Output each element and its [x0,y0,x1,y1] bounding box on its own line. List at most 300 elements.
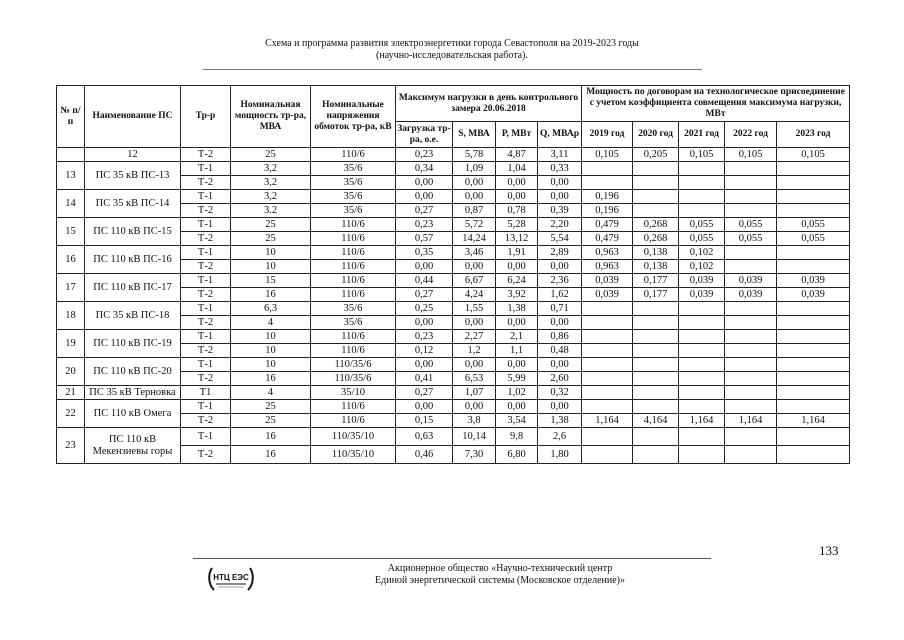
table-row [57,386,850,400]
col-header-rated-power: Номинальная мощность тр-ра, МВА [231,86,311,148]
cell-contract-2022 [725,400,777,414]
cell-contract-2021 [679,400,725,414]
cell-contract-2019: 0,479 [582,232,633,246]
cell-contract-2020 [633,204,679,218]
cell-q: 0,33 [538,162,582,176]
cell-contract-2022 [725,204,777,218]
cell-contract-2023 [777,446,850,464]
cell-contract-2021 [679,358,725,372]
cell-substation-name: ПС 110 кВ ПС-16 [85,246,181,274]
cell-contract-2021 [679,190,725,204]
cell-voltage: 110/6 [311,232,396,246]
cell-voltage: 110/6 [311,288,396,302]
cell-contract-2019 [582,386,633,400]
cell-s: 0,00 [453,260,496,274]
document-header [0,38,904,62]
cell-q: 5,54 [538,232,582,246]
cell-contract-2019: 0,479 [582,218,633,232]
cell-transformer: Т-2 [181,176,231,190]
cell-transformer: Т-2 [181,414,231,428]
cell-contract-2020 [633,344,679,358]
cell-contract-2022 [725,316,777,330]
cell-voltage: 110/6 [311,274,396,288]
col-header-num: № п/п [57,86,85,148]
cell-load: 0,63 [396,428,453,446]
cell-contract-2021 [679,204,725,218]
cell-contract-2023 [777,344,850,358]
cell-contract-2021 [679,428,725,446]
cell-contract-2019: 0,196 [582,190,633,204]
col-header-2022: 2022 год [725,122,777,148]
cell-load: 0,00 [396,400,453,414]
cell-contract-2020: 0,268 [633,232,679,246]
cell-load: 0,25 [396,302,453,316]
cell-contract-2023 [777,260,850,274]
table-row [57,246,850,260]
cell-rated-power: 10 [231,260,311,274]
cell-q: 2,36 [538,274,582,288]
table-row [57,400,850,414]
cell-rated-power: 6,3 [231,302,311,316]
cell-num: 20 [57,358,85,386]
cell-p: 4,87 [496,148,538,162]
cell-voltage: 110/6 [311,260,396,274]
cell-contract-2023 [777,400,850,414]
cell-load: 0,41 [396,372,453,386]
cell-p: 0,00 [496,190,538,204]
cell-rated-power: 16 [231,372,311,386]
cell-transformer: Т-1 [181,218,231,232]
cell-contract-2021: 1,164 [679,414,725,428]
cell-substation-name: ПС 110 кВ Омега [85,400,181,428]
cell-substation-name: ПС 35 кВ ПС-13 [85,162,181,190]
cell-contract-2019 [582,446,633,464]
cell-contract-2019: 0,963 [582,260,633,274]
cell-contract-2022 [725,190,777,204]
cell-transformer: Т-2 [181,148,231,162]
cell-rated-power: 25 [231,232,311,246]
cell-s: 7,30 [453,446,496,464]
cell-contract-2020 [633,428,679,446]
cell-rated-power: 3,2 [231,176,311,190]
col-header-transformer: Тр-р [181,86,231,148]
cell-transformer: Т-1 [181,358,231,372]
cell-contract-2021 [679,302,725,316]
cell-contract-2021: 0,039 [679,274,725,288]
cell-transformer: Т-2 [181,232,231,246]
cell-contract-2021 [679,316,725,330]
cell-contract-2023 [777,176,850,190]
cell-contract-2022: 0,055 [725,232,777,246]
cell-s: 4,24 [453,288,496,302]
cell-transformer: Т-2 [181,204,231,218]
cell-load: 0,00 [396,190,453,204]
cell-load: 0,44 [396,274,453,288]
cell-p: 0,00 [496,400,538,414]
cell-voltage: 110/6 [311,414,396,428]
footer-rule [193,558,711,559]
cell-p: 0,00 [496,176,538,190]
cell-s: 3,46 [453,246,496,260]
cell-transformer: Т-2 [181,446,231,464]
cell-load: 0,00 [396,176,453,190]
cell-voltage: 35/6 [311,190,396,204]
cell-s: 0,00 [453,358,496,372]
cell-contract-2020: 0,138 [633,246,679,260]
cell-p: 0,00 [496,316,538,330]
cell-s: 1,09 [453,162,496,176]
cell-contract-2019: 1,164 [582,414,633,428]
cell-transformer: Т-1 [181,274,231,288]
cell-contract-2021: 0,105 [679,148,725,162]
cell-s: 10,14 [453,428,496,446]
cell-s: 1,07 [453,386,496,400]
cell-contract-2022 [725,260,777,274]
cell-q: 2,89 [538,246,582,260]
col-header-2023: 2023 год [777,122,850,148]
cell-contract-2022 [725,358,777,372]
cell-contract-2023 [777,330,850,344]
cell-q: 0,00 [538,358,582,372]
cell-voltage: 35/6 [311,302,396,316]
cell-load: 0,34 [396,162,453,176]
cell-contract-2020 [633,176,679,190]
cell-load: 0,35 [396,246,453,260]
cell-load: 0,00 [396,358,453,372]
cell-rated-power: 10 [231,330,311,344]
cell-transformer: Т-1 [181,246,231,260]
cell-p: 1,91 [496,246,538,260]
cell-q: 0,32 [538,386,582,400]
footer-line-2: Единой энергетической системы (Московское отделение)» [375,575,625,586]
cell-contract-2023: 0,039 [777,288,850,302]
cell-num: 16 [57,246,85,274]
cell-contract-2020 [633,358,679,372]
cell-q: 2,20 [538,218,582,232]
cell-contract-2020 [633,330,679,344]
cell-substation-name: ПС 110 кВ Мекензиевы горы [85,428,181,464]
cell-contract-2023 [777,386,850,400]
cell-contract-2021 [679,446,725,464]
header-line-1: Схема и программа развития электроэнергетики города Севастополя на 2019-2023 годы [265,38,639,49]
cell-q: 2,60 [538,372,582,386]
col-header-q: Q, МВАр [538,122,582,148]
cell-contract-2022: 0,039 [725,288,777,302]
cell-contract-2020 [633,190,679,204]
header-rule [203,69,702,70]
cell-contract-2021 [679,372,725,386]
cell-contract-2019: 0,039 [582,288,633,302]
cell-contract-2023: 0,105 [777,148,850,162]
cell-s: 0,00 [453,190,496,204]
cell-contract-2020: 4,164 [633,414,679,428]
col-header-rated-voltage: Номинальные напряжения обмоток тр-ра, кВ [311,86,396,148]
cell-num [57,148,85,162]
cell-contract-2023 [777,428,850,446]
cell-transformer: Т-2 [181,372,231,386]
cell-contract-2022 [725,246,777,260]
cell-contract-2021 [679,344,725,358]
cell-p: 2,1 [496,330,538,344]
cell-num: 14 [57,190,85,218]
cell-voltage: 110/35/10 [311,446,396,464]
cell-contract-2020 [633,302,679,316]
cell-contract-2020: 0,138 [633,260,679,274]
cell-q: 2,6 [538,428,582,446]
cell-s: 5,78 [453,148,496,162]
col-header-2019: 2019 год [582,122,633,148]
table-row [57,302,850,316]
cell-contract-2019: 0,963 [582,246,633,260]
col-header-2020: 2020 год [633,122,679,148]
table-row [57,274,850,288]
cell-rated-power: 16 [231,288,311,302]
col-header-2021: 2021 год [679,122,725,148]
cell-contract-2023: 1,164 [777,414,850,428]
cell-load: 0,27 [396,386,453,400]
cell-contract-2020: 0,205 [633,148,679,162]
cell-contract-2020 [633,372,679,386]
cell-num: 15 [57,218,85,246]
cell-s: 6,67 [453,274,496,288]
cell-voltage: 110/35/6 [311,358,396,372]
cell-q: 0,00 [538,190,582,204]
cell-rated-power: 3,2 [231,190,311,204]
cell-contract-2021: 0,055 [679,218,725,232]
cell-s: 6,53 [453,372,496,386]
cell-contract-2023 [777,358,850,372]
cell-rated-power: 25 [231,414,311,428]
cell-substation-name: ПС 110 кВ ПС-17 [85,274,181,302]
cell-voltage: 35/6 [311,176,396,190]
cell-contract-2019 [582,400,633,414]
cell-p: 9,8 [496,428,538,446]
cell-contract-2021: 0,102 [679,260,725,274]
header-line-2: (научно-исследовательская работа). [376,50,528,61]
cell-s: 0,87 [453,204,496,218]
cell-contract-2022 [725,176,777,190]
cell-s: 3,8 [453,414,496,428]
page-number: 133 [819,543,839,558]
cell-p: 1,04 [496,162,538,176]
cell-transformer: Т-1 [181,400,231,414]
cell-contract-2019 [582,344,633,358]
cell-contract-2021: 0,055 [679,232,725,246]
cell-contract-2020 [633,162,679,176]
cell-rated-power: 4 [231,316,311,330]
cell-substation-name: ПС 110 кВ ПС-15 [85,218,181,246]
cell-p: 0,78 [496,204,538,218]
cell-num: 23 [57,428,85,464]
cell-load: 0,57 [396,232,453,246]
cell-contract-2019: 0,196 [582,204,633,218]
cell-voltage: 110/6 [311,148,396,162]
cell-transformer: Т-2 [181,260,231,274]
cell-contract-2022 [725,162,777,176]
cell-load: 0,46 [396,446,453,464]
cell-contract-2022: 1,164 [725,414,777,428]
cell-load: 0,00 [396,316,453,330]
cell-q: 0,39 [538,204,582,218]
cell-q: 1,38 [538,414,582,428]
cell-p: 6,24 [496,274,538,288]
cell-q: 1,80 [538,446,582,464]
cell-transformer: Т-2 [181,288,231,302]
cell-q: 0,48 [538,344,582,358]
cell-contract-2023 [777,302,850,316]
cell-rated-power: 25 [231,148,311,162]
cell-s: 0,00 [453,176,496,190]
cell-s: 5,72 [453,218,496,232]
cell-rated-power: 10 [231,358,311,372]
cell-s: 1,2 [453,344,496,358]
cell-contract-2022: 0,055 [725,218,777,232]
cell-q: 0,00 [538,400,582,414]
cell-contract-2023 [777,372,850,386]
cell-rated-power: 10 [231,344,311,358]
cell-load: 0,27 [396,288,453,302]
cell-q: 0,71 [538,302,582,316]
cell-contract-2019 [582,302,633,316]
cell-num: 17 [57,274,85,302]
col-header-contract-power: Мощность по договорам на технологическое присоединение с учетом коэффициента совмещения максимума нагрузки, МВт [582,86,850,122]
cell-contract-2020: 0,177 [633,274,679,288]
cell-voltage: 35/6 [311,204,396,218]
cell-contract-2022 [725,330,777,344]
cell-s: 1,55 [453,302,496,316]
col-header-s: S, МВА [453,122,496,148]
cell-num: 19 [57,330,85,358]
cell-p: 6,80 [496,446,538,464]
table-row [57,330,850,344]
cell-contract-2020 [633,316,679,330]
footer-line-1: Акционерное общество «Научно-технический центр [387,563,613,574]
cell-rated-power: 10 [231,246,311,260]
company-logo [206,562,256,596]
cell-contract-2020 [633,400,679,414]
cell-load: 0,15 [396,414,453,428]
table-row [57,358,850,372]
cell-p: 5,99 [496,372,538,386]
cell-contract-2023 [777,246,850,260]
cell-q: 3,11 [538,148,582,162]
table-body [57,148,850,464]
cell-contract-2019 [582,358,633,372]
cell-num: 21 [57,386,85,400]
cell-substation-name: ПС 110 кВ ПС-19 [85,330,181,358]
cell-transformer: Т-1 [181,162,231,176]
cell-contract-2019 [582,162,633,176]
cell-voltage: 35/10 [311,386,396,400]
col-header-load: Загрузка тр-ра, о.е. [396,122,453,148]
cell-contract-2022 [725,446,777,464]
cell-contract-2022 [725,386,777,400]
cell-contract-2022: 0,039 [725,274,777,288]
table-row [57,428,850,446]
cell-q: 1,62 [538,288,582,302]
cell-contract-2022 [725,428,777,446]
cell-q: 0,00 [538,176,582,190]
cell-voltage: 110/6 [311,330,396,344]
cell-rated-power: 16 [231,446,311,464]
cell-voltage: 110/35/6 [311,372,396,386]
cell-rated-power: 15 [231,274,311,288]
table-row [57,218,850,232]
cell-voltage: 35/6 [311,316,396,330]
col-header-max-load: Максимум нагрузки в день контрольного замера 20.06.2018 [396,86,582,122]
cell-load: 0,27 [396,204,453,218]
cell-contract-2023: 0,055 [777,232,850,246]
cell-contract-2021: 0,102 [679,246,725,260]
cell-voltage: 35/6 [311,162,396,176]
cell-p: 0,00 [496,358,538,372]
cell-load: 0,23 [396,218,453,232]
table-row [57,162,850,176]
cell-substation-name: ПС 35 кВ ПС-14 [85,190,181,218]
cell-contract-2022 [725,372,777,386]
cell-num: 13 [57,162,85,190]
cell-contract-2019 [582,372,633,386]
cell-num: 18 [57,302,85,330]
cell-voltage: 110/6 [311,344,396,358]
logo-text: НТЦ ЕЭС [213,573,249,582]
cell-rated-power: 3,2 [231,162,311,176]
cell-p: 3,54 [496,414,538,428]
cell-contract-2021 [679,330,725,344]
cell-num: 22 [57,400,85,428]
col-header-name: Наименование ПС [85,86,181,148]
cell-contract-2020 [633,446,679,464]
cell-transformer: Т-2 [181,316,231,330]
cell-load: 0,00 [396,260,453,274]
cell-substation-name: 12 [85,148,181,162]
substation-load-table [56,85,850,464]
cell-p: 1,1 [496,344,538,358]
document-footer [300,563,700,587]
cell-contract-2021 [679,386,725,400]
cell-p: 1,02 [496,386,538,400]
cell-contract-2023 [777,190,850,204]
cell-contract-2021: 0,039 [679,288,725,302]
cell-substation-name: ПС 110 кВ ПС-20 [85,358,181,386]
cell-rated-power: 4 [231,386,311,400]
cell-p: 5,28 [496,218,538,232]
cell-contract-2019 [582,176,633,190]
cell-contract-2019: 0,105 [582,148,633,162]
cell-rated-power: 25 [231,218,311,232]
cell-p: 13,12 [496,232,538,246]
cell-load: 0,12 [396,344,453,358]
cell-contract-2022 [725,344,777,358]
cell-contract-2019 [582,428,633,446]
cell-rated-power: 16 [231,428,311,446]
cell-contract-2023: 0,055 [777,218,850,232]
cell-s: 2,27 [453,330,496,344]
cell-contract-2020: 0,268 [633,218,679,232]
cell-q: 0,00 [538,260,582,274]
cell-contract-2023: 0,039 [777,274,850,288]
cell-contract-2023 [777,204,850,218]
cell-transformer: Т-1 [181,302,231,316]
cell-contract-2019: 0,039 [582,274,633,288]
cell-voltage: 110/6 [311,246,396,260]
cell-s: 0,00 [453,400,496,414]
cell-p: 0,00 [496,260,538,274]
cell-p: 1,38 [496,302,538,316]
cell-contract-2021 [679,162,725,176]
table-row [57,190,850,204]
cell-q: 0,00 [538,316,582,330]
